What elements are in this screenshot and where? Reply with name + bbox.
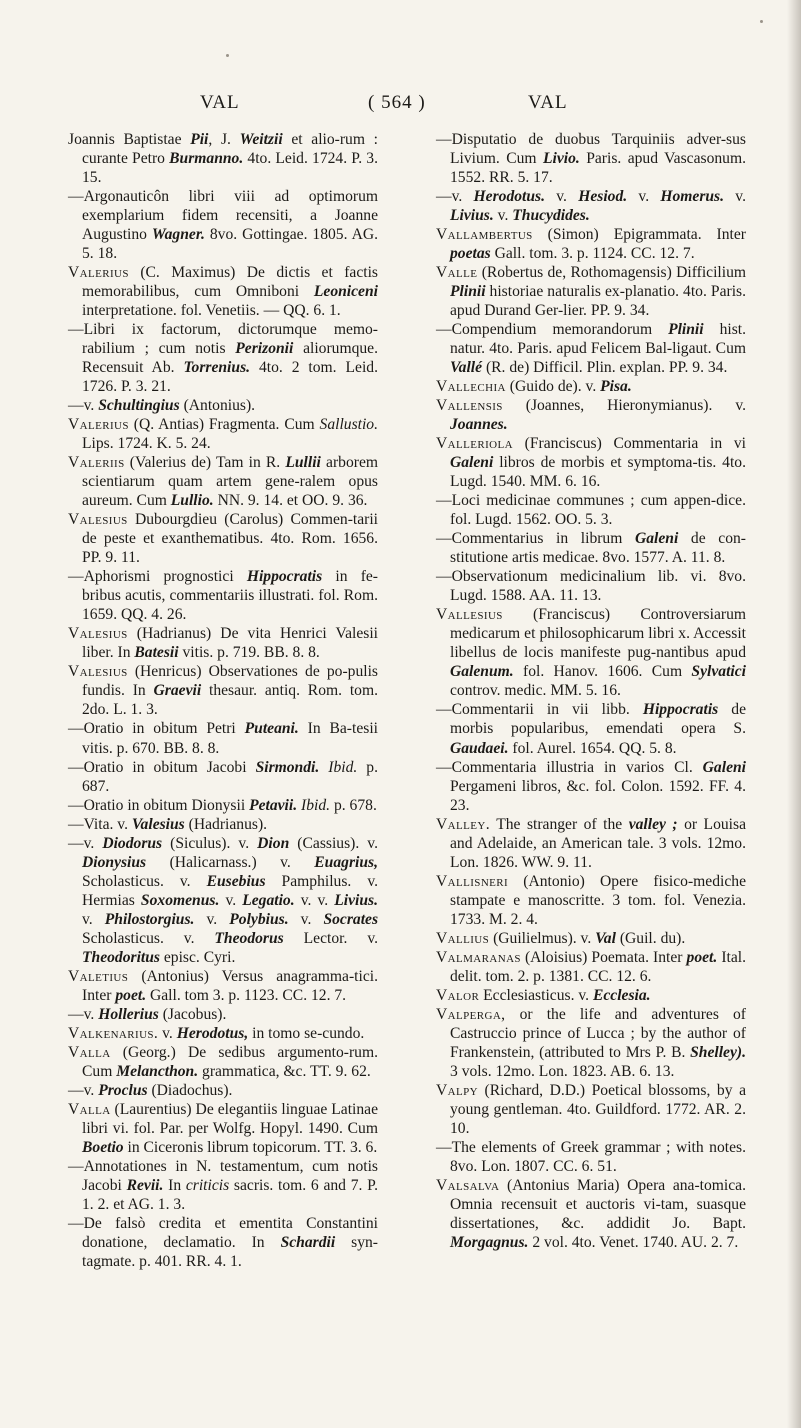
catalogue-entry (68, 263, 378, 320)
entry-text: Lector. v. (283, 929, 378, 947)
entry-title: Lullio. (170, 492, 214, 510)
entry-text: et alio-rum : curante Petro (82, 131, 378, 168)
catalogue-entry (436, 567, 746, 605)
catalogue-entry (68, 815, 378, 834)
entry-heading: Valetius (68, 967, 129, 985)
entry-heading: Valesius (68, 625, 128, 643)
entry-text: v. (545, 188, 579, 206)
entry-title: Plinii (450, 283, 486, 301)
catalogue-entry (68, 415, 378, 453)
entry-text: (Franciscus) Commentaria in vi (512, 435, 746, 453)
entry-text: The stranger of the (490, 815, 629, 833)
catalogue-entry (436, 320, 746, 377)
entry-text: Joannis Baptistae (68, 131, 191, 148)
catalogue-entry (68, 719, 378, 757)
entry-text: —Oratio in obitum Jacobi (68, 758, 256, 776)
entry-text: p. 687. (82, 758, 378, 795)
entry-text: 3 vols. 12mo. Lon. 1823. AB. 6. 13. (450, 1062, 675, 1080)
entry-text: —Compendium memorandorum (436, 321, 669, 339)
entry-heading: Valmaranas (436, 948, 521, 966)
entry-text: v. (82, 910, 105, 928)
catalogue-entry (436, 1081, 746, 1138)
entry-text: (Guilielmus). v. (489, 929, 596, 947)
entry-text: Gall. tom 3. p. 1123. CC. 12. 7. (146, 986, 347, 1004)
entry-text: hist. natur. 4to. Paris. apud Felicem Bal-ligaut. Cum (450, 321, 747, 358)
entry-title: Schardii (280, 1233, 336, 1251)
entry-heading: Valla (68, 1043, 111, 1061)
catalogue-entry (68, 1100, 378, 1157)
catalogue-entry (436, 815, 746, 872)
entry-title: Soxomenus. (140, 891, 220, 909)
entry-title: Weitzii (239, 131, 283, 148)
entry-text: Scholasticus. v. (82, 872, 207, 890)
running-head-right: VAL (528, 92, 568, 113)
entry-title: Hesiod. (578, 188, 628, 206)
entry-heading: Valor (436, 986, 480, 1004)
catalogue-entry (68, 1157, 378, 1214)
entry-text: (Joannes, Hieronymianus). v. (502, 397, 746, 415)
entry-text: —Annotationes in N. testamentum, cum notis Jacobi (68, 1157, 378, 1194)
entry-title: Dionysius (82, 853, 147, 871)
catalogue-entry (436, 986, 746, 1005)
entry-text: vitis. p. 719. BB. 8. 8. (178, 644, 320, 662)
entry-text: —Commentaria illustria in varios Cl. (436, 758, 703, 776)
catalogue-entry (68, 453, 378, 510)
catalogue-entry (436, 396, 746, 434)
entry-text: (Siculus). v. (162, 834, 258, 852)
entry-text: (Antonius). (179, 397, 256, 415)
catalogue-entry (436, 529, 746, 567)
entry-title: Shelley). (690, 1043, 746, 1061)
entry-heading: Valeriis (68, 454, 125, 472)
entry-text: v. v. (294, 891, 335, 909)
entry-text: episc. Cyri. (159, 948, 236, 966)
entry-text: —Vita. v. (68, 815, 132, 833)
entry-text: —Oratio in obitum Dionysii (68, 796, 250, 814)
entry-text: (C. Maximus) De dictis et factis memorabilibus, cum Omniboni (82, 264, 378, 301)
entry-heading: Valerius (68, 264, 129, 282)
entry-title: Schultingius (98, 397, 180, 415)
catalogue-entry (68, 624, 378, 662)
entry-title: Diodorus (102, 834, 163, 852)
entry-title: Polybius. (229, 910, 289, 928)
catalogue-entry (68, 396, 378, 415)
entry-text: Scholasticus. v. (82, 929, 215, 947)
entry-text: (Guil. du). (615, 929, 686, 947)
entry-title: Graevii (153, 682, 202, 700)
entry-title: Galeni (634, 530, 679, 548)
catalogue-entry (436, 187, 746, 225)
entry-heading: Valperga, (436, 1005, 506, 1023)
entry-text: arborem scientiarum quam artem gene-ralem opus aureum. Cum (82, 454, 378, 510)
entry-heading: Vallechia (436, 378, 506, 396)
entry-title: Proclus (98, 1081, 148, 1099)
catalogue-entry (68, 510, 378, 567)
entry-title: poet. (115, 986, 147, 1004)
entry-text: (Henricus) Observationes de po-pulis fundis. In (82, 663, 378, 700)
entry-text: in fe-bribus acutis, commentariis illustrati. fol. Rom. 1659. QQ. 4. 26. (82, 568, 378, 624)
entry-text: libros de morbis et symptoma-tis. 4to. Lugd. 1540. MM. 6. 16. (450, 454, 746, 491)
entry-title: Revii. (126, 1176, 164, 1194)
entry-title: Val (595, 929, 616, 947)
catalogue-entry (68, 1024, 378, 1043)
entry-text: sacris. tom. 6 and 7. P. 1. 2. et AG. 1. 3. (82, 1176, 378, 1213)
entry-text: 4to. 2 tom. Leid. 1726. P. 3. 21. (82, 359, 378, 396)
entry-text: —Disputatio de duobus Tarquiniis adver-sus Livium. Cum (436, 131, 746, 168)
entry-text: (Valerius de) Tam in R. (124, 454, 286, 472)
entry-text: —Loci medicinae communes ; cum appen-dice. fol. Lugd. 1562. OO. 5. 3. (436, 492, 746, 529)
catalogue-entry (436, 605, 746, 700)
entry-text: (Guido de). v. (505, 378, 601, 396)
entry-text: 4to. Leid. 1724. P. 3. 15. (82, 150, 378, 187)
entry-text: aliorumque. Recensuit Ab. (82, 340, 378, 377)
entry-heading: Valley. (436, 815, 491, 833)
entry-text: grammatica, &c. TT. 9. 62. (198, 1062, 371, 1080)
entry-text: de con-stitutione artis medicae. 8vo. 1577. A. 11. 8. (450, 530, 746, 567)
entry-title: Hippocratis (642, 701, 719, 719)
catalogue-entry (68, 130, 378, 187)
entry-title: Sallustio. (319, 416, 378, 434)
entry-text: (Franciscus) Controversiarum medicarum et philosophicarum libri x. Accessit libellus de locis manifeste pug-nantibus apud (450, 606, 746, 662)
entry-title: Theodorus (214, 929, 284, 947)
entry-text: Paris. apud Vascasonum. 1552. RR. 5. 17. (450, 150, 746, 187)
entry-title: Morgagnus. (450, 1233, 529, 1251)
entry-text: (Cassius). v. (289, 834, 378, 852)
entry-title: Philostorgius. (104, 910, 195, 928)
entry-text: 8vo. Gottingae. 1805. AG. 5. 18. (82, 226, 378, 263)
entry-heading: Valesius (68, 511, 128, 529)
entry-heading: Valpy (436, 1081, 478, 1099)
catalogue-entry (436, 758, 746, 815)
entry-text: in Ciceronis librum topicorum. TT. 3. 6. (123, 1138, 378, 1156)
paper-speck (226, 54, 229, 57)
entry-heading: Valesius (68, 663, 128, 681)
entry-text: (Hadrianus) De vita Henrici Valesii liber. In (82, 625, 378, 662)
catalogue-entry (436, 1138, 746, 1176)
entry-title: Galenum. (450, 663, 514, 681)
entry-text: v. (288, 910, 324, 928)
entry-title: Puteani. (244, 720, 299, 738)
entry-title: Ecclesia. (592, 986, 651, 1004)
entry-title: Homerus. (660, 188, 725, 206)
entry-title: Theodoritus (82, 948, 160, 966)
entry-title: Dion (257, 834, 290, 852)
entry-text: —Observationum medicinalium lib. vi. 8vo. Lugd. 1588. AA. 11. 13. (436, 568, 746, 605)
entry-heading: Valla (68, 1100, 111, 1118)
entry-title: Socrates (323, 910, 379, 928)
entry-title: Hippocratis (246, 568, 323, 586)
entry-title: Melancthon. (116, 1062, 199, 1080)
catalogue-entry (436, 1005, 746, 1081)
entry-text: in tomo se-cundo. (248, 1024, 365, 1042)
entry-text: (Laurentius) De elegantiis linguae Latinae libri vi. fol. Par. per Wolfg. Hopyl. 1490. Cum (82, 1100, 378, 1137)
entry-text: (Antonius) Versus anagramma-tici. Inter (82, 967, 378, 1004)
entry-text: —Argonauticôn libri viii ad optimorum exemplarium fidem recensiti, a Joanne Augustino (68, 188, 378, 244)
entry-text: thesaur. antiq. Rom. tom. 2do. L. 1. 3. (82, 682, 379, 719)
entry-text: (Simon) Epigrammata. Inter (532, 226, 746, 244)
entry-text: NN. 9. 14. et OO. 9. 36. (213, 492, 368, 510)
entry-text: (Antonius Maria) Opera ana-tomica. Omnia recensuit et auctoris vi-tam, suasque dissertationes, &c. addidit Jo. Bapt. (450, 1176, 746, 1232)
entry-text: controv. medic. MM. 5. 16. (450, 682, 621, 700)
entry-heading: Vallensis (436, 397, 503, 415)
entry-text: (Aloisius) Poemata. Inter (520, 948, 687, 966)
entry-text: (Q. Antias) Fragmenta. Cum (128, 416, 320, 434)
entry-text: 2 vol. 4to. Venet. 1740. AU. 2. 7. (528, 1233, 739, 1251)
entry-text: (Robertus de, Rothomagensis) Difficilium (477, 264, 746, 282)
entry-title: Vallé (450, 359, 483, 377)
entry-text: , J. (208, 131, 240, 148)
entry-title: Pii (190, 131, 209, 148)
entry-title: Herodotus, (176, 1024, 249, 1042)
entry-text: v. (158, 1024, 177, 1042)
entry-title: criticis (185, 1176, 230, 1194)
entry-title: Livius. (334, 891, 379, 909)
entry-text: (Hadrianus). (184, 815, 268, 833)
entry-text: (Halicarnass.) v. (146, 853, 315, 871)
entry-title: Livius. (450, 207, 494, 225)
entry-heading: Valsalva (436, 1176, 500, 1194)
entry-title: Plinii (668, 321, 704, 339)
entry-text: —Commentarii in vii libb. (436, 701, 643, 719)
entry-title: Galeni (450, 454, 494, 472)
entry-title: Hollerius (98, 1005, 159, 1023)
entry-text: syn-tagmate. p. 401. RR. 4. 1. (82, 1233, 378, 1270)
entry-text: v. (724, 188, 746, 206)
entry-text: Dubourgdieu (Carolus) Commen-tarii de peste et exanthematibus. 4to. Rom. 1656. PP. 9. 11. (82, 511, 378, 567)
entry-title: Eusebius (206, 872, 266, 890)
entry-title: Leoniceni (313, 283, 378, 301)
entry-title: poet. (686, 948, 718, 966)
entry-title: Galeni (702, 758, 746, 776)
entry-text: —v. (68, 1005, 99, 1023)
right-column (436, 130, 746, 1252)
entry-text: or Louisa and Adelaide, an American tale. 3 vols. 12mo. Lon. 1826. WW. 9. 11. (450, 815, 746, 871)
running-head-left: VAL (200, 92, 240, 113)
paper-speck (760, 20, 763, 23)
catalogue-entry (436, 377, 746, 396)
entry-text: —Libri ix factorum, dictorumque memo-rabilium ; cum notis (68, 321, 378, 358)
entry-text: or the life and adventures of Castruccio prince of Lucca ; by the author of Frankenstein, (attributed to Mrs P. B. (450, 1005, 746, 1061)
entry-text: —De falsò credita et ementita Constantini donatione, declamatio. In (68, 1214, 378, 1251)
page-edge-shadow (787, 0, 801, 1428)
catalogue-entry (436, 491, 746, 529)
entry-title: Batesii (134, 644, 179, 662)
entry-text: Ecclesiasticus. v. (479, 986, 593, 1004)
catalogue-entry (68, 1005, 378, 1024)
entry-title: Livio. (542, 150, 580, 168)
entry-title: Sirmondi. (255, 758, 320, 776)
entry-title: Gaudaei. (450, 739, 509, 757)
entry-text: v. (493, 207, 513, 225)
entry-text: historiae naturalis ex-planatio. 4to. Paris. apud Durand Ger-lier. PP. 9. 34. (450, 283, 746, 320)
entry-text: (Diadochus). (147, 1081, 233, 1099)
entry-title: Euagrius, (314, 853, 378, 871)
entry-text: (Antonio) Opere fisico-mediche stampate e manoscritte. 3 tom. fol. Venezia. 1733. M. 2. 4. (450, 872, 746, 928)
page-number: ( 564 ) (368, 92, 426, 113)
entry-text: Gall. tom. 3. p. 1124. CC. 12. 7. (490, 245, 695, 263)
entry-text: —The elements of Greek grammar ; with notes. 8vo. Lon. 1807. CC. 6. 51. (436, 1138, 746, 1175)
entry-title: Wagner. (151, 226, 205, 244)
entry-title: Pisa. (600, 378, 632, 396)
entry-text: (Jacobus). (158, 1005, 227, 1023)
entry-title: Lullii (285, 454, 321, 472)
entry-text: de morbis popularibus, emendati opera S. (450, 701, 746, 738)
entry-text: Pamphilus. v. Hermias (82, 872, 378, 909)
catalogue-entry (68, 320, 378, 396)
entry-heading: Valle (436, 264, 478, 282)
catalogue-entry (436, 700, 746, 757)
entry-title: Petavii. (249, 796, 298, 814)
entry-text: fol. Aurel. 1654. QQ. 5. 8. (508, 739, 677, 757)
running-head (60, 92, 760, 116)
catalogue-entry (436, 1176, 746, 1252)
entry-title: Joannes. (450, 416, 508, 434)
entry-text: —v. (68, 1081, 99, 1099)
entry-text: (R. de) Difficil. Plin. explan. PP. 9. 34. (482, 359, 728, 377)
entry-text: fol. Hanov. 1606. Cum (513, 663, 692, 681)
entry-heading: Valkenarius. (68, 1024, 159, 1042)
left-column (68, 130, 378, 1271)
entry-title: poetas (450, 245, 491, 263)
catalogue-entry (68, 1081, 378, 1100)
catalogue-entry (436, 929, 746, 948)
entry-text: v. (627, 188, 661, 206)
entry-title: Sylvatici (691, 663, 746, 681)
catalogue-entry (68, 662, 378, 719)
catalogue-entry (68, 796, 378, 815)
entry-title: Boetio (82, 1138, 124, 1156)
catalogue-entry (436, 872, 746, 929)
entry-heading: Vallambertus (436, 226, 533, 244)
entry-text: p. 678. (330, 796, 377, 814)
entry-text: —v. (436, 188, 474, 206)
catalogue-entry (436, 130, 746, 187)
catalogue-entry (68, 967, 378, 1005)
entry-title: Ibid. (328, 758, 358, 776)
entry-title: Ibid. (301, 796, 331, 814)
catalogue-entry (68, 1214, 378, 1271)
catalogue-entry (68, 567, 378, 624)
entry-title: Torrenius. (183, 359, 251, 377)
entry-text: —v. (68, 834, 103, 852)
catalogue-entry (68, 758, 378, 796)
entry-text: —Commentarius in librum (436, 530, 635, 548)
entry-text: Pergameni libros, &c. fol. Colon. 1592. FF. 4. 23. (450, 777, 746, 814)
entry-title: Perizonii (235, 340, 294, 358)
entry-heading: Vallisneri (436, 872, 509, 890)
catalogue-entry (436, 263, 746, 320)
entry-heading: Valleriola (436, 435, 513, 453)
entry-title: Legatio. (242, 891, 295, 909)
entry-title: Burmanno. (169, 150, 244, 168)
entry-text (319, 759, 328, 776)
catalogue-entry (68, 1043, 378, 1081)
entry-text: —Aphorismi prognostici (68, 568, 247, 586)
entry-heading: Vallius (436, 929, 490, 947)
entry-title: Thucydides. (512, 207, 590, 225)
catalogue-entry (436, 225, 746, 263)
entry-text: —v. (68, 397, 99, 415)
entry-text: v. (219, 891, 243, 909)
entry-text: interpretatione. fol. Venetiis. — QQ. 6. 1. (82, 302, 341, 320)
entry-text: (Georg.) De sedibus argumento-rum. Cum (82, 1043, 378, 1080)
catalogue-entry (68, 187, 378, 263)
entry-text: Ital. delit. tom. 2. p. 1381. CC. 12. 6. (450, 948, 747, 985)
catalogue-entry (68, 834, 378, 967)
entry-title: valley ; (628, 815, 678, 833)
entry-text: Lips. 1724. K. 5. 24. (82, 435, 211, 453)
entry-text: v. (194, 910, 230, 928)
entry-text: (Richard, D.D.) Poetical blossoms, by a young gentleman. 4to. Guildford. 1772. AR. 2. 10. (450, 1081, 746, 1137)
entry-text: In Ba-tesii vitis. p. 670. BB. 8. 8. (82, 720, 378, 757)
entry-text: —Oratio in obitum Petri (68, 720, 245, 738)
entry-text: In (163, 1176, 186, 1194)
entry-title: Herodotus. (473, 188, 546, 206)
entry-heading: Vallesius (436, 606, 503, 624)
catalogue-entry (436, 434, 746, 491)
catalogue-entry (436, 948, 746, 986)
entry-title: Valesius (131, 815, 185, 833)
entry-heading: Valerius (68, 416, 129, 434)
